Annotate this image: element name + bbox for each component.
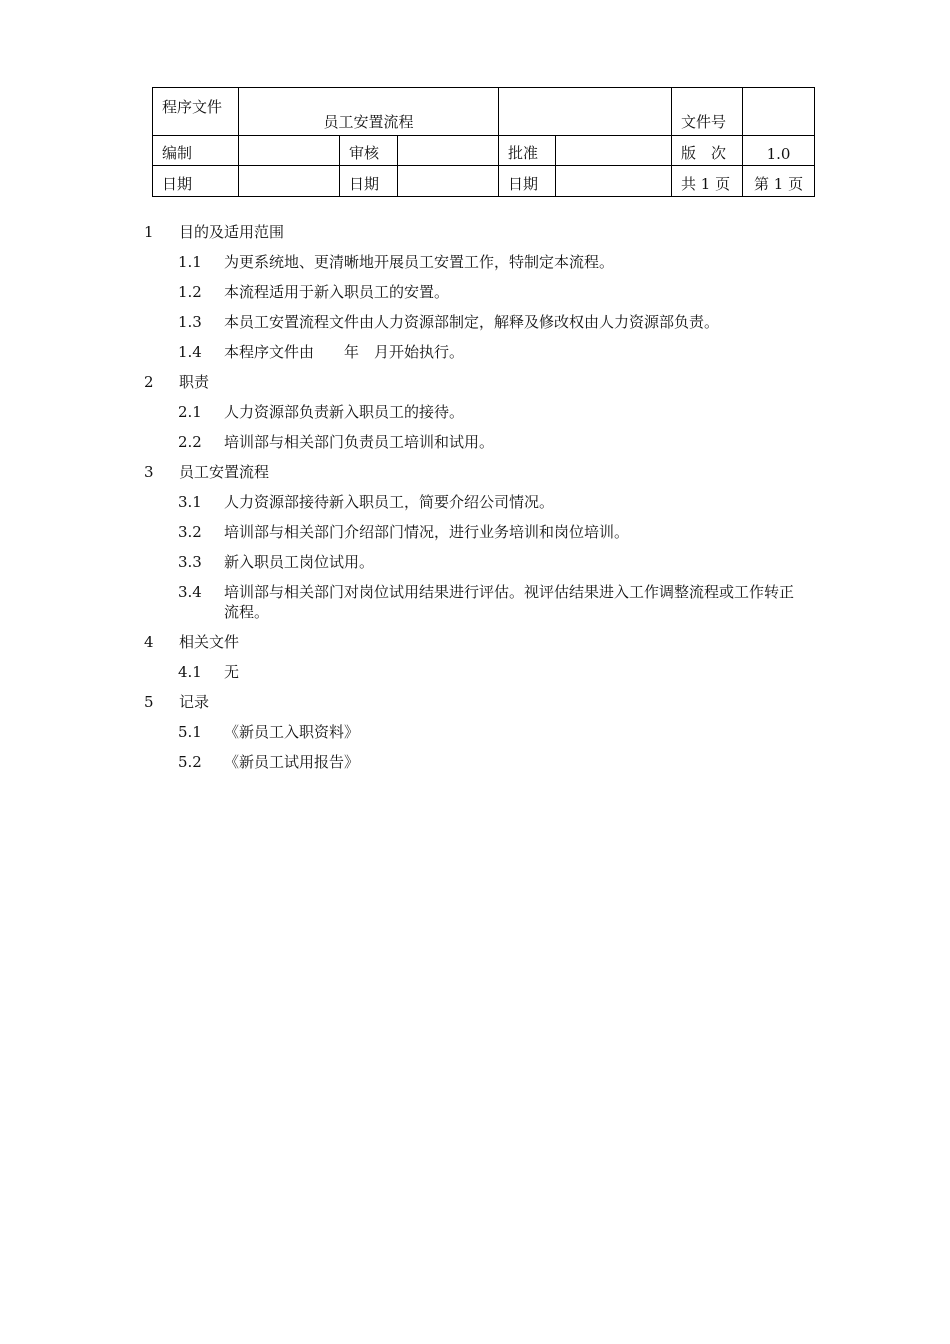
version-value: 1.0 (743, 136, 815, 166)
section-heading (144, 692, 824, 712)
date-value-3 (556, 166, 672, 197)
section-number: 5 (144, 693, 154, 711)
list-item (144, 312, 824, 332)
date-label-1: 日期 (153, 166, 239, 197)
item-number: 3.1 (178, 493, 202, 511)
item-text: 本程序文件由 年 月开始执行。 (224, 343, 465, 361)
version-label: 版 次 (672, 136, 743, 166)
section-heading (144, 372, 824, 392)
section-title: 目的及适用范围 (179, 223, 285, 241)
item-number: 3.4 (178, 583, 202, 601)
item-number: 5.1 (178, 723, 202, 741)
approve-label: 批准 (499, 136, 556, 166)
item-number: 1.4 (178, 343, 202, 361)
compile-value (239, 136, 340, 166)
section-number: 2 (144, 373, 154, 391)
list-item (144, 752, 824, 772)
section-heading (144, 632, 824, 652)
section-title: 职责 (179, 373, 210, 391)
section-number: 4 (144, 633, 154, 651)
section-number: 3 (144, 463, 154, 481)
list-item (144, 722, 824, 742)
document-body (144, 222, 824, 782)
item-text: 本流程适用于新入职员工的安置。 (224, 283, 450, 301)
header-row-2 (153, 136, 815, 166)
document-title: 员工安置流程 (239, 88, 499, 136)
list-item (144, 492, 824, 512)
date-label-2: 日期 (340, 166, 398, 197)
item-number: 4.1 (178, 663, 202, 681)
list-item (144, 522, 824, 542)
list-item (144, 432, 824, 452)
item-text: 无 (224, 663, 240, 681)
item-number: 2.1 (178, 403, 202, 421)
list-item (144, 252, 824, 272)
review-label: 审核 (340, 136, 398, 166)
item-number: 5.2 (178, 753, 202, 771)
approve-value (556, 136, 672, 166)
item-text: 为更系统地、更清晰地开展员工安置工作，特制定本流程。 (224, 253, 615, 271)
item-number: 1.2 (178, 283, 202, 301)
total-pages: 共 1 页 (672, 166, 743, 197)
item-text: 培训部与相关部门负责员工培训和试用。 (224, 433, 495, 451)
item-number: 3.3 (178, 553, 202, 571)
item-number: 1.3 (178, 313, 202, 331)
doc-number-value (743, 88, 815, 136)
item-text: 人力资源部负责新入职员工的接待。 (224, 403, 465, 421)
header-row-1 (153, 88, 815, 136)
section-number: 1 (144, 223, 154, 241)
document-header-table (152, 87, 815, 197)
section-title: 相关文件 (179, 633, 240, 651)
section-heading (144, 222, 824, 242)
date-label-3: 日期 (499, 166, 556, 197)
list-item (144, 402, 824, 422)
item-text: 《新员工试用报告》 (224, 753, 360, 771)
compile-label: 编制 (153, 136, 239, 166)
date-value-1 (239, 166, 340, 197)
program-file-label: 程序文件 (153, 88, 239, 136)
review-value (398, 136, 499, 166)
list-item (144, 342, 824, 362)
doc-number-label: 文件号 (672, 88, 743, 136)
list-item (144, 582, 824, 622)
item-text: 本员工安置流程文件由人力资源部制定，解释及修改权由人力资源部负责。 (224, 313, 720, 331)
item-text: 《新员工入职资料》 (224, 723, 360, 741)
item-number: 1.1 (178, 253, 202, 271)
section-heading (144, 462, 824, 482)
section-title: 记录 (179, 693, 210, 711)
list-item (144, 662, 824, 682)
item-text: 培训部与相关部门介绍部门情况，进行业务培训和岗位培训。 (224, 523, 630, 541)
section-title: 员工安置流程 (179, 463, 270, 481)
header-row-3 (153, 166, 815, 197)
list-item (144, 282, 824, 302)
item-text: 人力资源部接待新入职员工，简要介绍公司情况。 (224, 493, 555, 511)
page-number: 第 1 页 (743, 166, 815, 197)
item-number: 3.2 (178, 523, 202, 541)
header-blank-cell (499, 88, 672, 136)
list-item (144, 552, 824, 572)
item-number: 2.2 (178, 433, 202, 451)
item-text: 培训部与相关部门对岗位试用结果进行评估。视评估结果进入工作调整流程或工作转正流程。 (224, 583, 795, 621)
date-value-2 (398, 166, 499, 197)
item-text: 新入职员工岗位试用。 (224, 553, 375, 571)
